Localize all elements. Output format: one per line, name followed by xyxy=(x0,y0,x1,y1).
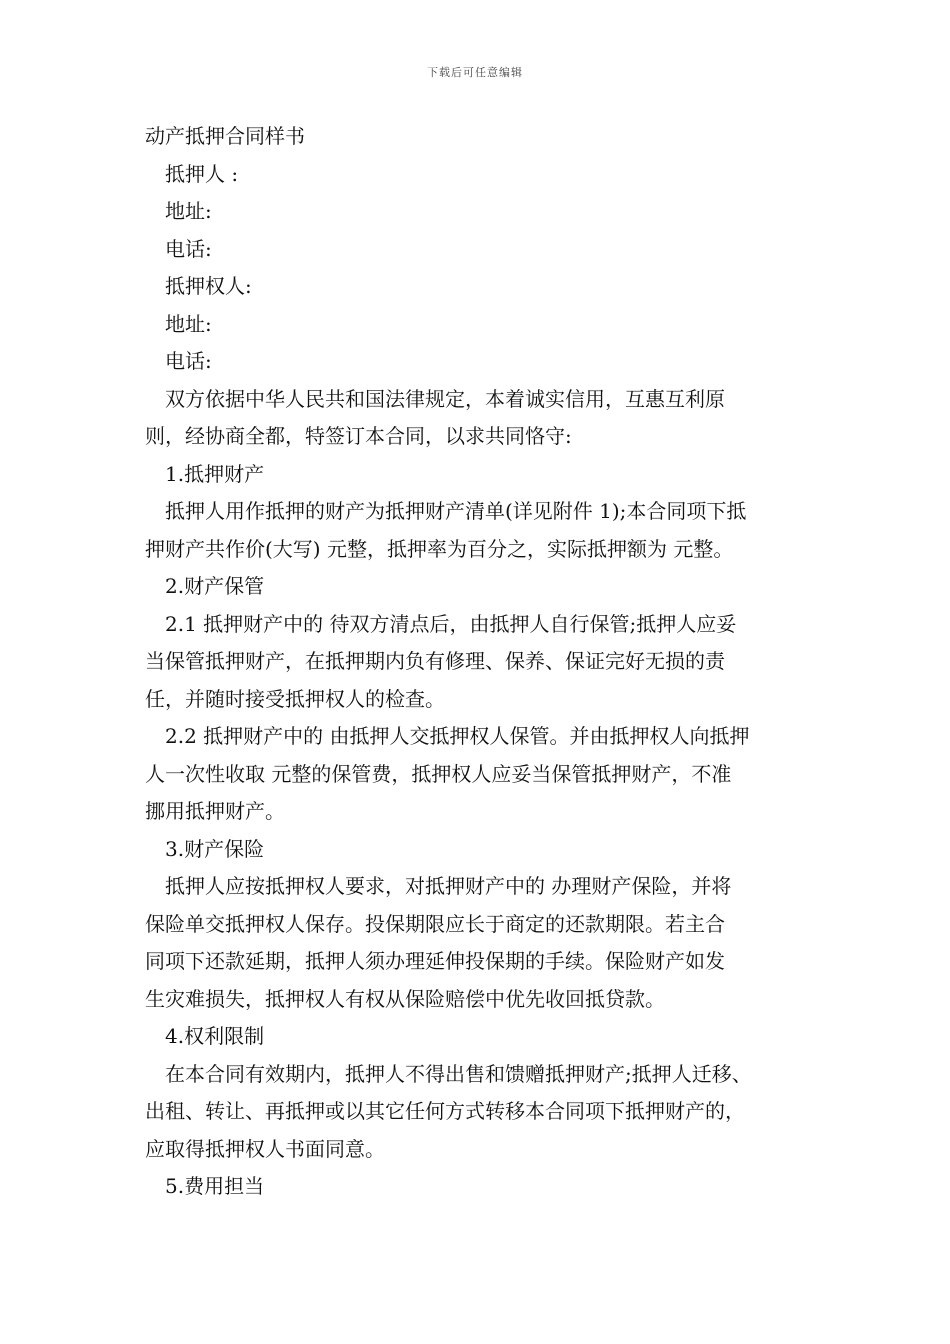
paragraph-line: 抵押人应按抵押权人要求，对抵押财产中的 办理财产保险，并将 xyxy=(165,874,732,898)
section-5-heading: 5.费用担当 xyxy=(165,1174,265,1198)
section-2-1-paragraph xyxy=(145,606,817,719)
paragraph-line: 应取得抵押权人书面同意。 xyxy=(145,1136,385,1161)
paragraph-line: 任，并随时接受抵押权人的检查。 xyxy=(145,686,445,711)
section-4-paragraph xyxy=(145,1056,817,1169)
paragraph-line: 当保管抵押财产，在抵押期内负有修理、保养、保证完好无损的责 xyxy=(145,649,725,673)
contract-document xyxy=(145,118,817,1206)
section-1-paragraph xyxy=(145,493,817,568)
paragraph-line: 2.1 抵押财产中的 待双方清点后，由抵押人自行保管;抵押人应妥 xyxy=(165,611,737,636)
section-2-2-paragraph xyxy=(145,718,817,831)
paragraph-line: 同项下还款延期，抵押人须办理延伸投保期的手续。保险财产如发 xyxy=(145,949,725,973)
section-3-paragraph xyxy=(145,868,817,1018)
mortgagor-phone: 电话: xyxy=(165,236,212,261)
document-title: 动产抵押合同样书 xyxy=(145,124,305,148)
paragraph-line: 保险单交抵押权人保存。投保期限应长于商定的还款期限。若主合 xyxy=(145,911,725,936)
mortgagee-label: 抵押权人: xyxy=(165,274,252,298)
section-2-heading: 2.财产保管 xyxy=(165,574,265,598)
mortgagee-address: 地址: xyxy=(165,311,212,336)
mortgagor-label: 抵押人 : xyxy=(165,161,239,186)
preamble-paragraph xyxy=(145,381,817,456)
paragraph-line: 在本合同有效期内，抵押人不得出售和馈赠抵押财产;抵押人迁移、 xyxy=(165,1061,752,1086)
section-3-heading: 3.财产保险 xyxy=(165,836,265,861)
section-4-heading: 4.权利限制 xyxy=(165,1024,265,1048)
paragraph-line: 出租、转让、再抵押或以其它任何方式转移本合同项下抵押财产的， xyxy=(145,1099,745,1123)
paragraph-line: 生灾难损失，抵押权人有权从保险赔偿中优先收回抵贷款。 xyxy=(145,986,665,1011)
paragraph-line: 挪用抵押财产。 xyxy=(145,799,285,823)
mortgagee-phone: 电话: xyxy=(165,349,212,373)
paragraph-line: 抵押人用作抵押的财产为抵押财产清单(详见附件 1);本合同项下抵 xyxy=(165,499,747,523)
section-1-heading: 1.抵押财产 xyxy=(165,461,265,486)
paragraph-line: 人一次性收取 元整的保管费，抵押权人应妥当保管抵押财产，不准 xyxy=(145,761,732,786)
page-header-note: 下载后可任意编辑 xyxy=(427,66,523,79)
paragraph-line: 双方依据中华人民共和国法律规定，本着诚实信用，互惠互利原 xyxy=(165,386,725,411)
paragraph-line: 则，经协商全都，特签订本合同，以求共同恪守: xyxy=(145,424,572,448)
paragraph-line: 押财产共作价(大写) 元整，抵押率为百分之，实际抵押额为 元整。 xyxy=(145,536,734,561)
mortgagor-address: 地址: xyxy=(165,199,212,223)
paragraph-line: 2.2 抵押财产中的 由抵押人交抵押权人保管。并由抵押权人向抵押 xyxy=(165,724,750,748)
